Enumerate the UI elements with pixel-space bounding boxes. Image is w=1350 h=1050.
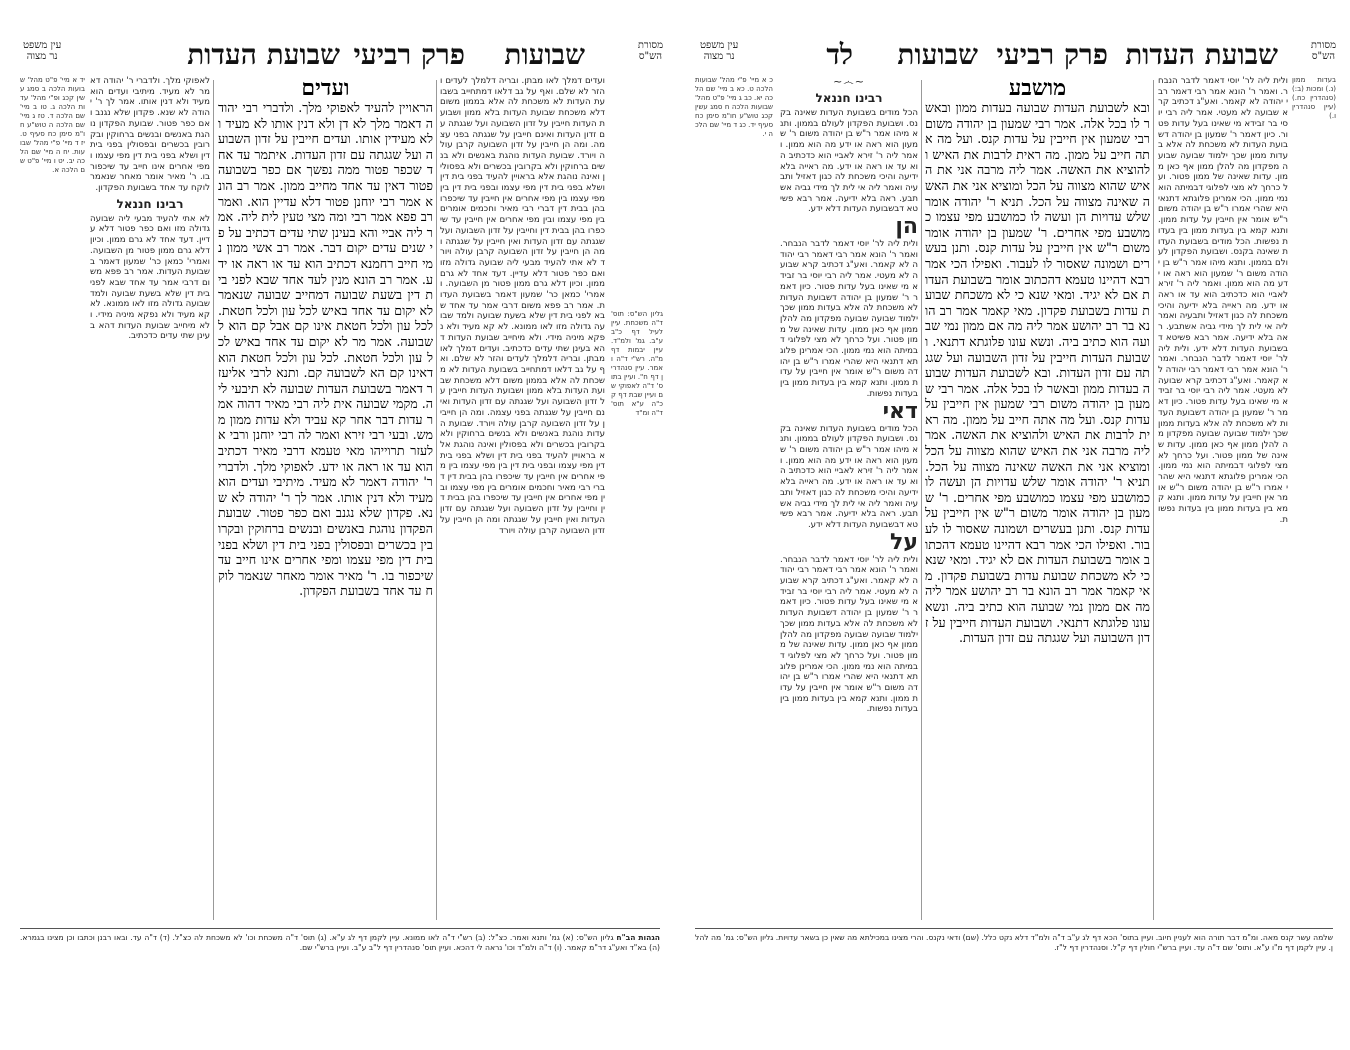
tosafot-text: ועדים דמלך לאו מבתן. ובריה דלמלך לעדים והזר לא שלם. ואף על גב דלאו דמתחייב בשבועת העדות לא משכחת לה אלא בממון משום דלא משכחת שבועת העדות בלא ממון ושבועת העדות חייבין על זדון השבועה ועל שגגתה עם זדון העדות ואינם חייבין על שגגתה בפני עצמה. ומה הן חייבין על זדון השבועה קרבן עולה ויורד. שבועת העדות נוהגת באנשים ולא בנשים ברחוקין ולא בקרובין בכשרים ולא בפסולין ואינה נוהגת אלא בראויין להעיד בפני בית דין ושלא בפני בית דין מפי עצמו ובפני בית דין בין מפי עצמו בין מפי אחרים אין חייבין עד שיכפרו בהן בבית דין דברי רבי מאיר וחכמים אומרים בין מפי עצמו ובין מפי אחרים אין חייבין עד שיכפרו בהן בבית דין וחייבין על זדון השבועה ועל שגגתה עם זדון העדות ואין חייבין על שגגתה ומה הן חייבין על זדון השבועה קרבן עולה ויורד [440,76,605,268]
tosafot-text-continued: לא אתי להעיד מבעי ליה שבועה גדולה מזו ואם כפר פטור דלא עדיין. דעד אחד לא גרם ממון. וכיון דלא גרם ממון פטור מן השבועה. ואמרי' כמאן כר' שמעון דאמר בשבועת העדות. אמר רב פפא משום דרבי אמר עד אחד שבא לפני בית דין שלא בשעת שבועה ולמד שבועה גדולה מזו לאו ממונא. לא קא מעיד ולא נפקא מיניה מידי. ולא מיחייב שבועת העדות דהא בעינן שתי עדים כדכתיב. [440,257,605,354]
footnotes [695,933,1333,1033]
gemara-text-continued: ובא לשבועת העדות שבועה בעדות ממון ובאשר לו בכל אלה. אמר רבי שמעון בן יהודה משום רבי שמעון אין חייבין על עדות קנס. ועל מה אתה חייב על ממון. מה ראית לרבות את האיש ולהוציא את האשה. אמר ליה מרבה אני את האיש שהוא מצווה על הכל ומוציא אני את האשה שאינה מצווה על הכל. תניא ר' יהודה אומר שלש עדויות הן ועשה לו כמושבע מפי עצמו כמושבע מפי אחרים. ר' שמעון בן יהודה אומר משום ר"ש אין חייבין על עדות קנס. ותנן בעשרים ושמונה שאסור לו לעבור. ואפילו הכי אמר רבא דהיינו טעמא דהכתוב אומר בשבועת העדות אם לא יגיד. ומאי שנא כי לא משכחת שבועת עדות בשבועת פקדון. מאי קאמר אמר רב הונא בר רב יהושע אמר ליה מה אם ממון נמי שבועה הוא כתיב ביה. ונשא עונו פלוגתא דתנאי. ושבועת העדות חייבין על זדון השבועה ועל שגגתה עם זדון העדות. [925,365,1150,646]
rashi-dibbur-dai: דאי [882,398,918,424]
left-page [15,30,665,1040]
footnote-heading: הגהות הב"ח [616,933,660,942]
column-divider [1153,80,1154,920]
gemara-text: ובא לשבועת העדות שבועה בעדות ממון ובאשר לו בכל אלה. אמר רבי שמעון בן יהודה משום רבי שמעון אין חייבין על עדות קנס. ועל מה אתה חייב על ממון. מה ראית לרבות את האיש ולהוציא את האשה. אמר ליה מרבה אני את האיש שהוא מצווה על הכל ומוציא אני את האשה שאינה מצווה על הכל. תניא ר' יהודה אומר שלש עדויות הן ועשה לו כמושבע מפי עצמו כמושבע מפי אחרים. ר' שמעון בן יהודה אומר משום ר"ש אין חייבין על עדות קנס. ותנן בעשרים ושמונה שאסור לו לעבור. ואפילו הכי אמר רבא דהיינו טעמא דהכתוב אומר בשבועת העדות אם לא יגיד. ומאי שנא כי לא משכחת שבועת עדות בשבועת פקדון. מאי קאמר אמר רב הונא בר רב יהושע אמר ליה מה אם ממון נמי שבועה הוא כתיב ביה. ונשא עונו פלוגתא דתנאי. ושבועת העדות חייבין על זדון השבועה ועל שגגתה עם זדון העדות. [925,100,1150,381]
rabbeinu-chananel-heading: רבינו חננאל [116,196,184,211]
right-perek-title: פרק רביעי [996,38,1108,71]
footnotes [20,933,660,1033]
masoret-hashas-label: מסורת הש"ס [1310,40,1336,62]
tosafot-column [1158,76,1288,921]
ornament-divider: ~෴~ [833,76,865,88]
right-tractate-title: שבועות [897,38,978,71]
gemara-opening-word: מושבע [1008,76,1067,101]
ein-mishpat-column [20,76,85,921]
ein-mishpat-text: יד א מיי' פ"ט מהל' שבועות הלכה ב סמג עשין קכג ופ"י מהל' עדות הלכה ג. טו ב מיי' שם הלכה ד. טז ג מיי' שם הלכה ה טוש"ע חו"מ סימן כח סעיף ט. יז ד מיי' פ"י מהל' שבועות. יח ה מיי' שם הלכה יב. יט ו מיי' פ"ט שם הלכה א. [20,76,85,174]
footnote-text: שלמה עשר קנס מאה. ומ"מ דבר תורה הוא לעניין חיוב. ועיין בתוס' הכא דף לג ע"ב ד"ה ולמ"ד דלא נקט כלל. (שם) ודאי נקנס. והרי מצינו במכילתא מה שאין כן בשאר עדויות. גליון הש"ס: גמ' מה להלן. עיין לקמן דף מ"ו ע"א. ותוס' שם ד"ה עד. ועיין ברש"י חולין דף ק"ל. וסנהדרין דף ל"ז. [695,933,1333,952]
column-divider [921,80,922,920]
rashi-text: לאפוקי מלך. ולדברי ר' יהודה דאמר לא מעיד. מיתיבי ועדים הוא מעיד ולא דנין אותו. אמר לך ר' יהודה לא שנא. פקדון שלא נגנב ואם כפר פטור. שבועת הפקדון נוהגת באנשים ובנשים ברחוקין ובקרובין בכשרים ובפסולין בפני בית דין ושלא בפני בית דין מפי עצמו ומפי אחרים אינו חייב עד שיכפור בו. ר' מאיר אומר מאחר שנאמר לוקח עד אחד בשבועת הפקדון. [90,76,210,194]
left-page-header [15,38,665,78]
column-divider [213,80,214,920]
footnote-rule [695,928,1333,929]
gemara-column [925,76,1150,921]
right-page [690,30,1338,1040]
left-perek-title: פרק רביעי [353,38,465,71]
footnote-rule [20,928,660,929]
masoret-hashas-notes: בעדות ממון (נ.) ומכות (ב:) (סנהדרין כח.) (עיין סנהדרין ו.) [1292,76,1336,120]
ein-mishpat-label: עין משפט נר מצוה [700,40,739,62]
gemara-text-continued: לאפוקי מלך. ולדברי ר' יהודה דאמר לא מעיד. מיתיבי ועדים הוא מעיד ולא דנין אותו. אמר לך ר' יהודה לא שנא. פקדון שלא נגנב ואם כפר פטור. שבועת הפקדון נוהגת באנשים ובנשים ברחוקין ובקרובין בכשרים ובפסולין בפני בית דין ושלא בפני בית דין מפי עצמו ומפי אחרים אינו חייב עד שיכפור בו. ר' מאיר אומר מאחר שנאמר לוקח עד אחד בשבועת הפקדון. [218,458,433,599]
tosafot-column [440,76,605,921]
ein-mishpat-label: עין משפט נר מצוה [23,40,62,62]
gemara-opening-word: ועדים [301,76,350,101]
rashi-text: ולית ליה לר' יוסי דאמר לדבר הנבחר. ואמר ר' הונא אמר רבי דאמר רבי יהודה לא קאמר. ואע"ג דכתיב קרא שבועה לא מעטי. אמר ליה רבי יוסי בר זבידא מי שאינו בעל עדות פטור. כיון דאמר ר' שמעון בן יהודה דשבועת העדות לא משכחת לה אלא בעדות ממון שכך ילמוד שבועה שבועה מפקדון מה להלן ממון אף כאן ממון. עדות שאינה של ממון פטור. ועל כרחך לא מצי לפלוגי דבמיתה הוא נמי ממון. הכי אמרינן פלוגתא דתנאי היא שהרי אמרו ר"ש בן יהודה משום ר"ש אומר אין חייבין על עדות ממון. ותנא קמא בין בעדות ממון בין בעדות נפשות. [780,239,918,399]
ein-mishpat-column [695,76,773,921]
rabbeinu-chananel-text: לא אתי להעיד מבעי ליה שבועה גדולה מזו ואם כפר פטור דלא עדיין. דעד אחד לא גרם ממון. וכיון דלא גרם ממון פטור מן השבועה. ואמרי' כמאן כר' שמעון דאמר בשבועת העדות. אמר רב פפא משום דרבי אמר עד אחד שבא לפני בית דין שלא בשעת שבועה ולמד שבועה גדולה מזו לאו ממונא. לא קא מעיד ולא נפקא מיניה מידי. ולא מיחייב שבועת העדות דהא בעינן שתי עדים כדכתיב. [90,213,210,342]
masoret-hashas-label: מסורת הש"ס [637,40,663,62]
tosafot-text-continued-2: ועדים דמלך לאו מבתן. ובריה דלמלך לעדים והזר לא שלם. ואף על גב דלאו דמתחייב בשבועת העדות לא משכחת לה אלא בממון משום דלא משכחת שבועת העדות בלא ממון ושבועת העדות חייבין על זדון השבועה ועל שגגתה עם זדון העדות ואינם חייבין על שגגתה בפני עצמה. ומה הן חייבין על זדון השבועה קרבן עולה ויורד. שבועת העדות נוהגת באנשים ולא בנשים ברחוקין ולא בקרובין בכשרים ולא בפסולין ואינה נוהגת אלא בראויין להעיד בפני בית דין ושלא בפני בית דין מפי עצמו ובפני בית דין בין מפי עצמו בין מפי אחרים אין חייבין עד שיכפרו בהן בבית דין דברי רבי מאיר וחכמים אומרים בין מפי עצמו ובין מפי אחרים אין חייבין עד שיכפרו בהן בבית דין וחייבין על זדון השבועה ועל שגגתה עם זדון העדות ואין חייבין על שגגתה ומה הן חייבין על זדון השבועה קרבן עולה ויורד [440,343,605,536]
gemara-text: הראויין להעיד לאפוקי מלך. ולדברי רבי יהודה דאמר מלך לא דן ולא דנין אותו לא מעיד ולא מעידין אותו. ועדים חייבין על זדון השבועה ועל שגגתה עם זדון העדות. איתמר עד אחד שכפר פטור ממה נפשך אם כפר בשבועה פטור דאין עד אחד מחייב ממון. אמר רב הונא אמר רבי יוחנן פטור דלא עדיין הוא. ואמר רב פפא אמר רבי ומה מצי טעין לית ליה. אמר ליה אביי והא בעינן שתי עדים דכתיב על פי שנים עדים יקום דבר. אמר רב אשי ממון נמי חייב רחמנא דכתיב הוא עד או ראה או ידע. אמר רב הונא מנין לעד אחד שבא לפני בית דין בשעת שבועה דמחייב שבועה שנאמר לא יקום עד אחד באיש לכל עון ולכל חטאת. לכל עון ולכל חטאת אינו קם אבל קם הוא לשבועה. אמר מר לא יקום עד אחד באיש לכל עון ולכל חטאת. לכל עון ולכל חטאת הוא דאינו קם הא לשבועה קם. ותנא לרבי אליעזר דאמר בשבועת העדות שבועה לא תיבעי ליה. מקמי שבועה אית ליה רבי מאיר דהוה אמר עדות דבר אחר קא עביד ולא עדות ממון ממש. ובעי רבי זירא ואמר לה רבי יוחנן ורבי אלעזר תרוייהו מאי טעמא דרבי מאיר דכתיב הוא עד או ראה או ידע. [218,100,433,474]
daf-number: לד [826,38,853,71]
left-chapter-title: שבועת העדות [187,38,340,71]
rashi-dibbur-hen: הן [895,214,918,240]
gemara-column [218,76,433,921]
rashi-dibbur-al: על [890,529,918,555]
rabbeinu-chananel-text: הכל מודים בשבועת העדות שאינה בקנס. ושבועת הפקדון לעולם בממון. ותנא מיהו אמר ר"ש בן יהודה משום ר' שמעון הוא ראה או ידע מה הוא ממון. ואמר ליה ר' זירא לאביי הוא כדכתיב הוא עד או ראה או ידע. מה ראייה בלא ידיעה והיכי משכחת לה כגון דאזיל ותבעיה ואמר ליה אי לית לך מידי גביה אשתבע. ראה בלא ידיעה. אמר רבא פשיטא דבשבועת העדות דלא ידע. [780,108,918,215]
rashi-text-continued: הכל מודים בשבועת העדות שאינה בקנס. ושבועת הפקדון לעולם בממון. ותנא מיהו אמר ר"ש בן יהודה משום ר' שמעון הוא ראה או ידע מה הוא ממון. ואמר ליה ר' זירא לאביי הוא כדכתיב הוא עד או ראה או ידע. מה ראייה בלא ידיעה והיכי משכחת לה כגון דאזיל ותבעיה ואמר ליה אי לית לך מידי גביה אשתבע. ראה בלא ידיעה. אמר רבא פשיטא דבשבועת העדות דלא ידע. [780,423,918,530]
right-outer-margin [1292,76,1336,921]
rabbeinu-chananel-heading: רבינו חננאל [815,91,883,105]
rashi-column [90,76,210,921]
tosafot-text-continued-2: ולית ליה לר' יוסי דאמר לדבר הנבחר. ואמר ר' הונא אמר רבי דאמר רבי יהודה לא קאמר. ואע"ג דכתיב קרא שבועה לא מעטי. אמר ליה רבי יוסי בר זבידא מי שאינו בעל עדות פטור. כיון דאמר ר' שמעון בן יהודה דשבועת העדות לא משכחת לה אלא בעדות ממון שכך ילמוד שבועה שבועה מפקדון מה להלן ממון אף כאן ממון. עדות שאינה של ממון פטור. ועל כרחך לא מצי לפלוגי דבמיתה הוא נמי ממון. הכי אמרינן פלוגתא דתנאי היא שהרי אמרו ר"ש בן יהודה משום ר"ש אומר אין חייבין על עדות ממון. ותנא קמא בין בעדות ממון בין בעדות נפשות. [1158,343,1288,525]
left-tractate-title: שבועות [504,38,585,71]
gilyon-hashas-notes: גליון הש"ס: תוס' ד"ה משכחת. עיין לעיל דף כ"ב ע"ב. גמ' ולמ"ד. עיין יבמות דף מ"ה. רש"י ד"ה ואמר. עיין סנהדרין דף ח". ועיין בתוס' ד"ה לאפוקי שם ועיין שבת דף קכ"ה ע"א תוס' ד"ה ומ"ד [611,310,663,417]
left-outer-margin [611,310,663,870]
ein-mishpat-text: כ א מיי' פ"י מהל' שבועות הלכה ט. כא ב מיי' שם הלכה יא. כב ג מיי' פ"ט מהל' שבועות הלכה ח סמג עשין קכג טוש"ע חו"מ סימן כח סעיף יד. כג ד מיי' שם הלכה י. [695,76,773,138]
column-divider [436,80,437,920]
rashi-text-continued-2: ולית ליה לר' יוסי דאמר לדבר הנבחר. ואמר ר' הונא אמר רבי דאמר רבי יהודה לא קאמר. ואע"ג דכתיב קרא שבועה לא מעטי. אמר ליה רבי יוסי בר זבידא מי שאינו בעל עדות פטור. כיון דאמר ר' שמעון בן יהודה דשבועת העדות לא משכחת לה אלא בעדות ממון שכך ילמוד שבועה שבועה מפקדון מה להלן ממון אף כאן ממון. עדות שאינה של ממון פטור. ועל כרחך לא מצי לפלוגי דבמיתה הוא נמי ממון. הכי אמרינן פלוגתא דתנאי היא שהרי אמרו ר"ש בן יהודה משום ר"ש אומר אין חייבין על עדות ממון. ותנא קמא בין בעדות ממון בין בעדות נפשות. [780,554,918,715]
tosafot-text: ולית ליה לר' יוסי דאמר לדבר הנבחר. ואמר ר' הונא אמר רבי דאמר רבי יהודה לא קאמר. ואע"ג דכתיב קרא שבועה לא מעטי. אמר ליה רבי יוסי בר זבידא מי שאינו בעל עדות פטור. כיון דאמר ר' שמעון בן יהודה דשבועת העדות לא משכחת לה אלא בעדות ממון שכך ילמוד שבועה שבועה מפקדון מה להלן ממון אף כאן ממון. עדות שאינה של ממון פטור. ועל כרחך לא מצי לפלוגי דבמיתה הוא נמי ממון. הכי אמרינן פלוגתא דתנאי היא שהרי אמרו ר"ש בן יהודה משום ר"ש אומר אין חייבין על עדות ממון. ותנא קמא בין בעדות ממון בין בעדות נפשות. [1158,76,1288,247]
right-chapter-title: שבועת העדות [1125,38,1278,71]
right-page-header [690,38,1338,78]
rashi-column [780,76,918,921]
footnote-text: גליון הש"ס: (א) גמ' ותנא ואמר. כצ"ל: (ב) רש"י ד"ה לאו ממונא. עיין לקמן דף לג ע"א. (ג) תוס' ד"ה משכחת וכו' לא משכחת לה כצ"ל. (ד) ד"ה עד. ובאו רבנן וכתבו וכן מצינו בגמרא. (ה) בא"ד ואע"ג דר"מ קאמר. (ו) ד"ה ולמ"ד וכו' נראה לי דהכא. ועיין תוס' סנהדרין דף ל"ב ע"ב. ועיין ברש"י שם. [20,933,660,952]
tosafot-text-continued: הכל מודים בשבועת העדות שאינה בקנס. ושבועת הפקדון לעולם בממון. ותנא מיהו אמר ר"ש בן יהודה משום ר' שמעון הוא ראה או ידע מה הוא ממון. ואמר ליה ר' זירא לאביי הוא כדכתיב הוא עד או ראה או ידע. מה ראייה בלא ידיעה והיכי משכחת לה כגון דאזיל ותבעיה ואמר ליה אי לית לך מידי גביה אשתבע. ראה בלא ידיעה. אמר רבא פשיטא דבשבועת העדות דלא ידע. [1158,236,1288,354]
